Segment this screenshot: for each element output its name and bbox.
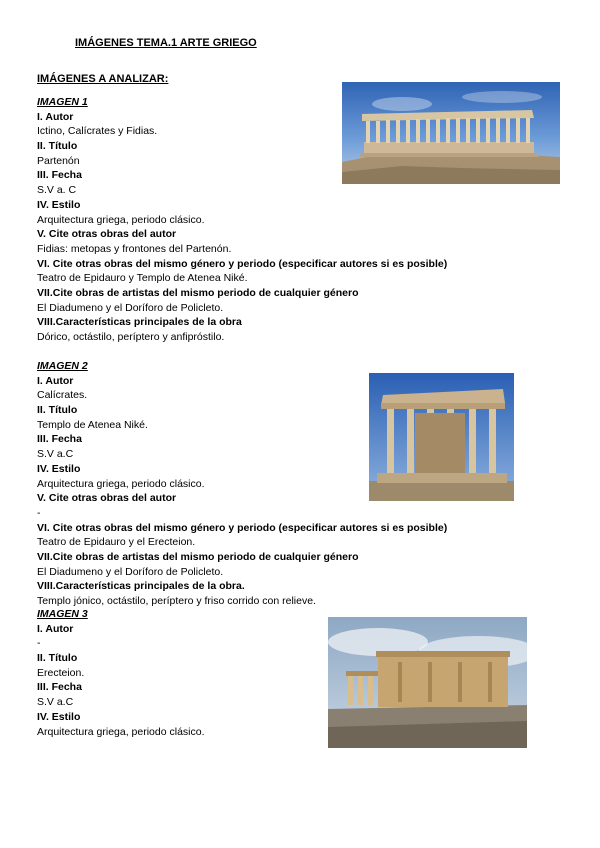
answer-text: S.V a.C: [37, 448, 74, 461]
image-label: IMAGEN 2: [37, 360, 88, 372]
question-heading: VII.Cite obras de artistas del mismo periodo de cualquier género: [37, 286, 359, 299]
answer-text: El Diadumeno y el Doríforo de Policleto.: [37, 565, 224, 578]
answer-text: Ictino, Calícrates y Fidias.: [37, 125, 158, 138]
question-heading: V. Cite otras obras del autor: [37, 228, 177, 241]
erechtheion-photo: [328, 617, 527, 748]
question-heading: IV. Estilo: [37, 198, 81, 211]
answer-text: El Diadumeno y el Doríforo de Policleto.: [37, 301, 224, 314]
answer-text: -: [37, 637, 41, 650]
question-heading: V. Cite otras obras del autor: [37, 492, 177, 505]
question-heading: VIII.Características principales de la obra.: [37, 580, 245, 593]
answer-text: Fidias: metopas y frontones del Partenón.: [37, 242, 232, 255]
image-label: IMAGEN 1: [37, 96, 88, 108]
question-heading: I. Autor: [37, 110, 74, 123]
question-heading: I. Autor: [37, 622, 74, 635]
parthenon-photo: [342, 82, 560, 184]
answer-text: Templo de Atenea Niké.: [37, 418, 148, 431]
answer-text: Partenón: [37, 154, 80, 167]
question-heading: VIII.Características principales de la obra: [37, 316, 242, 329]
answer-text: Calícrates.: [37, 389, 88, 402]
answer-text: S.V a. C: [37, 184, 77, 197]
answer-text: Arquitectura griega, periodo clásico.: [37, 213, 205, 226]
question-heading: III. Fecha: [37, 169, 82, 182]
question-heading: III. Fecha: [37, 433, 82, 446]
question-heading: II. Título: [37, 404, 78, 417]
answer-text: Erecteion.: [37, 666, 85, 679]
question-heading: I. Autor: [37, 374, 74, 387]
answer-text: Teatro de Epidauro y el Erecteion.: [37, 536, 196, 549]
answer-text: S.V a.C: [37, 696, 74, 709]
question-heading: II. Título: [37, 652, 78, 665]
document-title: IMÁGENES TEMA.1 ARTE GRIEGO: [75, 37, 257, 49]
question-heading: IV. Estilo: [37, 462, 81, 475]
answer-text: Templo jónico, octástilo, períptero y friso corrido con relieve.: [37, 595, 316, 607]
question-heading: VI. Cite otras obras del mismo género y periodo (especificar autores si es posible): [37, 521, 448, 534]
answer-text: Teatro de Epidauro y Templo de Atenea Niké.: [37, 272, 248, 285]
question-heading: VII.Cite obras de artistas del mismo periodo de cualquier género: [37, 550, 359, 563]
question-heading: IV. Estilo: [37, 710, 81, 723]
answer-text: Arquitectura griega, periodo clásico.: [37, 477, 205, 490]
question-heading: III. Fecha: [37, 681, 82, 694]
answer-text: Arquitectura griega, periodo clásico.: [37, 725, 205, 738]
question-heading: II. Título: [37, 140, 78, 153]
athena-nike-photo: [369, 373, 514, 501]
section-subtitle: IMÁGENES A ANALIZAR:: [37, 73, 169, 85]
image-label: IMAGEN 3: [37, 608, 88, 620]
question-heading: VI. Cite otras obras del mismo género y periodo (especificar autores si es posible): [37, 257, 448, 270]
answer-text: -: [37, 506, 41, 519]
answer-text: Dórico, octástilo, períptero y anfipróstilo.: [37, 331, 225, 343]
